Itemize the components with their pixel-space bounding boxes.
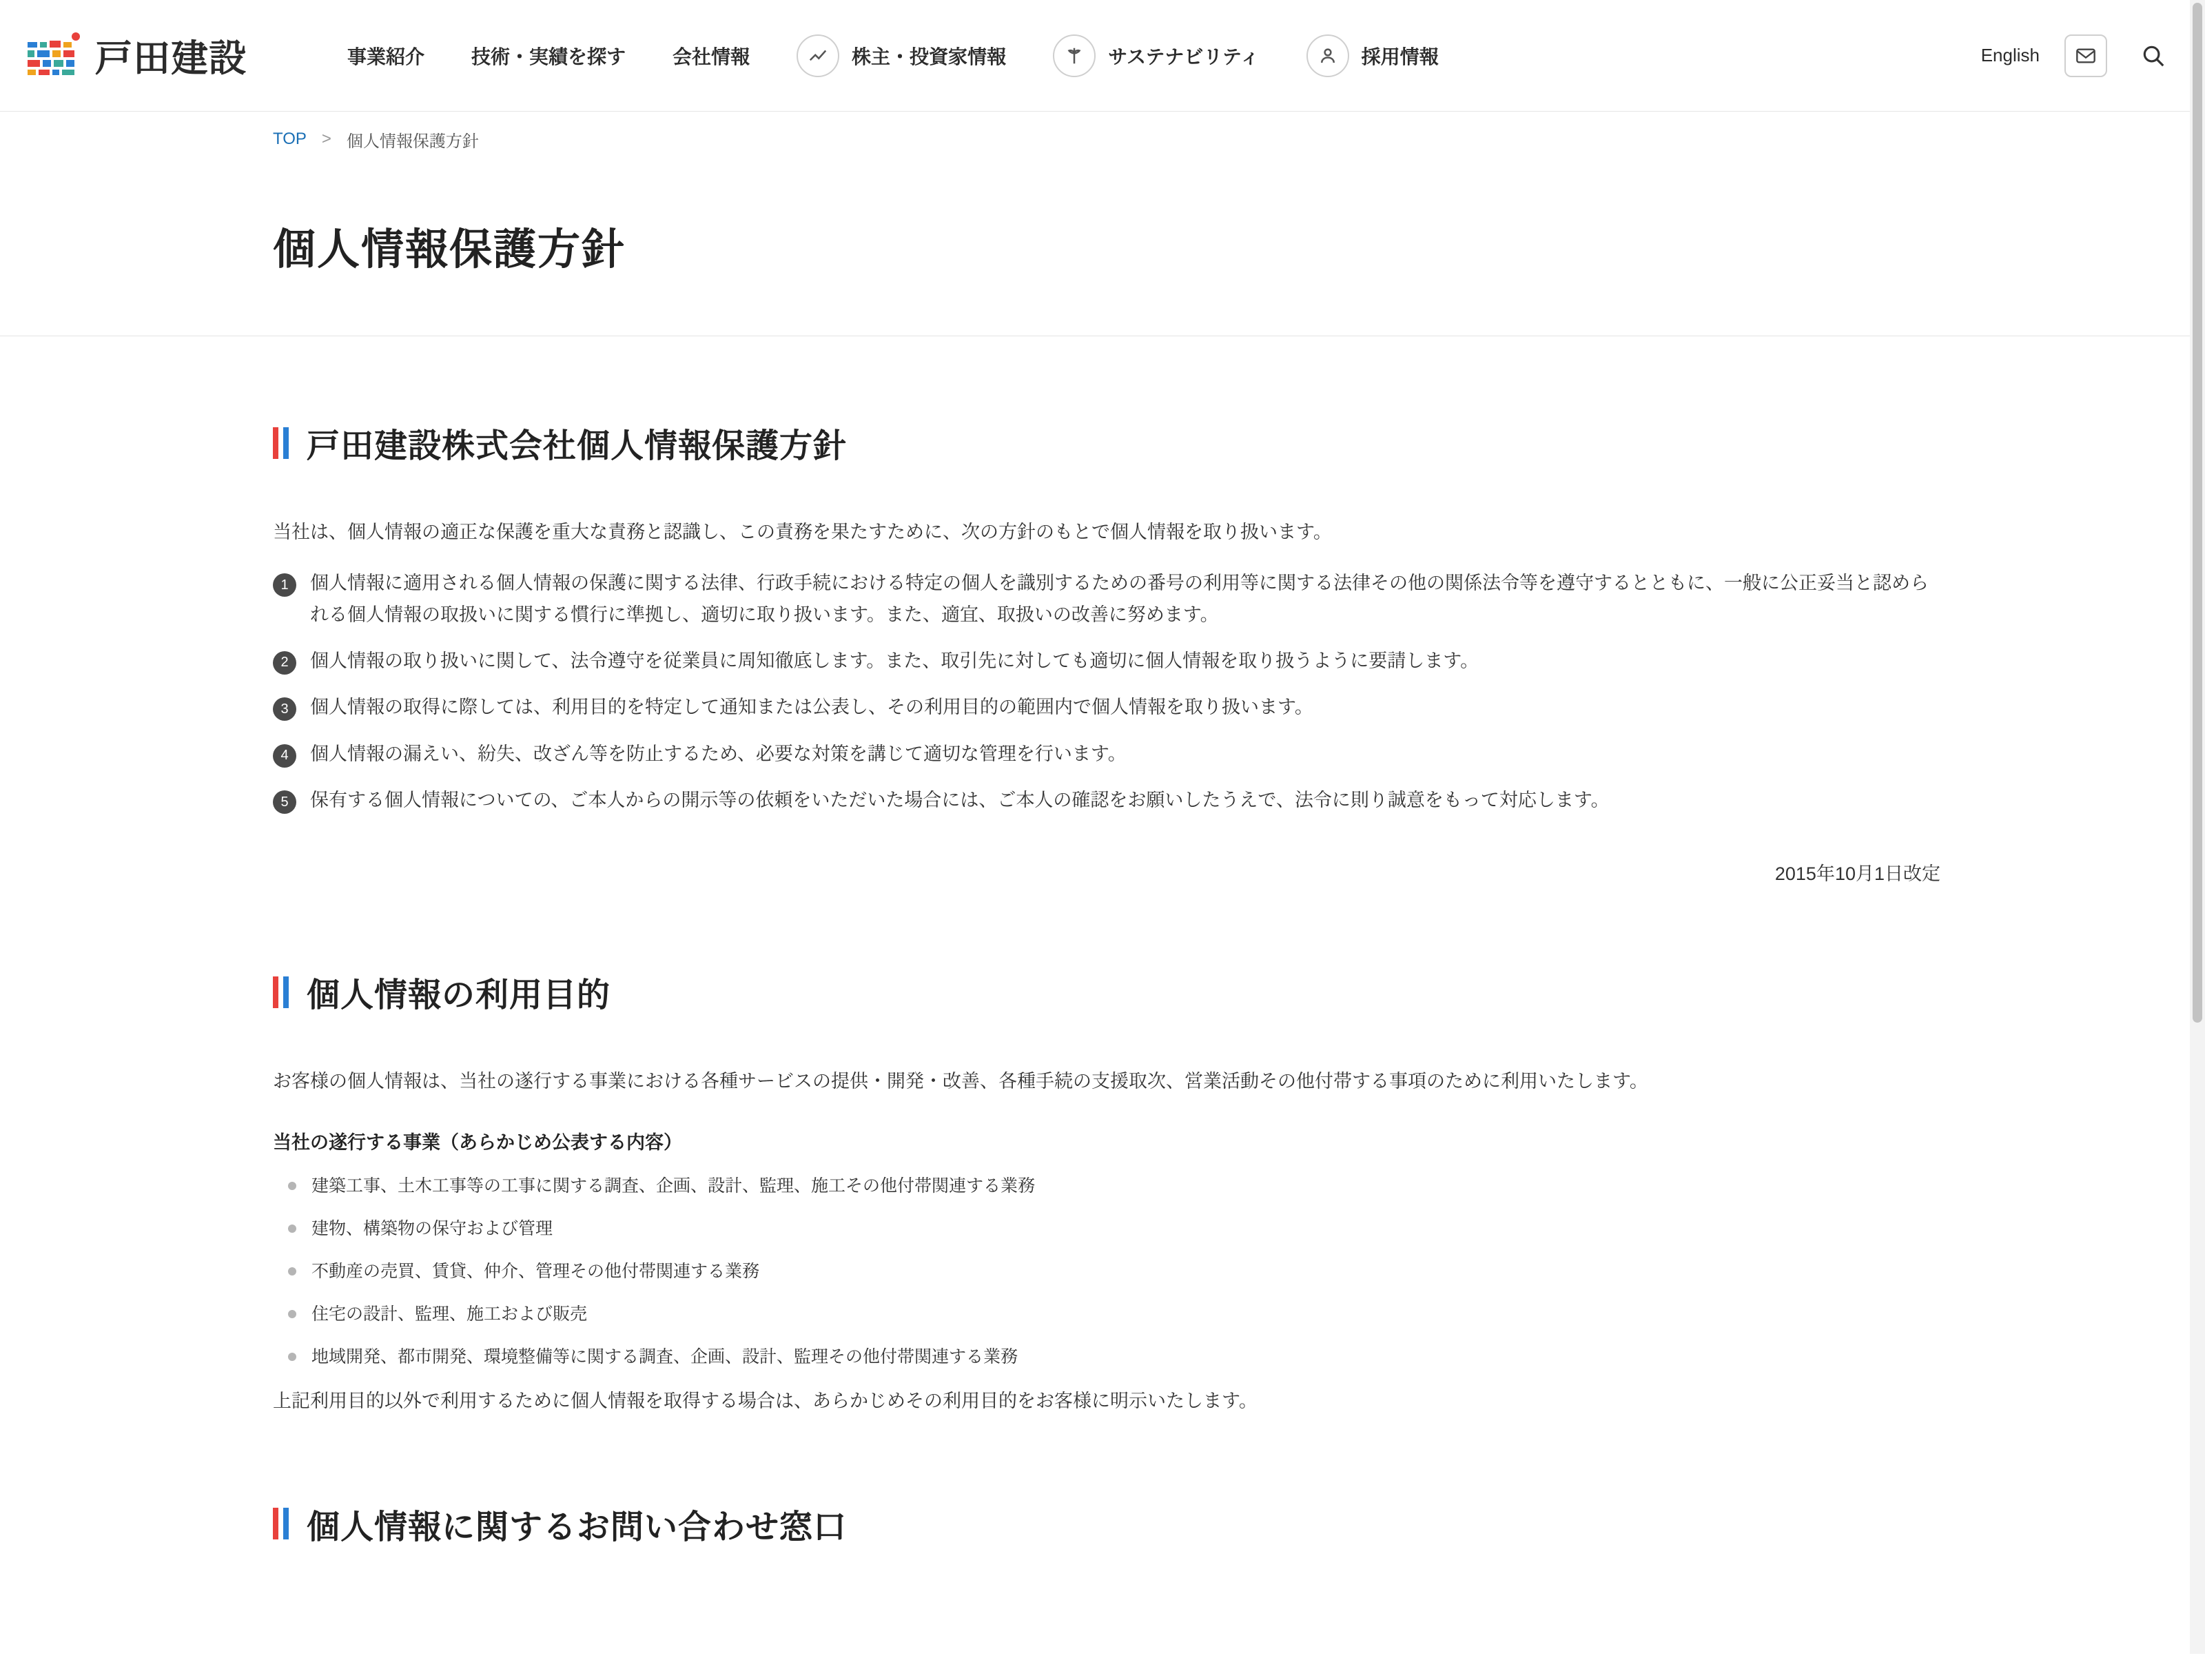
section-purpose-of-use	[273, 885, 1940, 1417]
nav-label: サステナビリティ	[1108, 45, 1260, 68]
nav-item-recruit[interactable]	[1283, 34, 1462, 77]
list-item	[273, 692, 1940, 723]
main-content	[0, 336, 2205, 1680]
list-text: 個人情報に適用される個人情報の保護に関する法律、行政手続における特定の個人を識別するための番号の利用等に関する法律その他の関係法令等を遵守するとともに、一般に公正妥当と認められる個人情報の取扱いに関する慣行に準拠し、適切に取り扱います。また、適宜、取扱いの改善に努めます。	[310, 573, 1929, 625]
language-switch-link[interactable]: English	[1980, 45, 2040, 65]
search-icon[interactable]	[2132, 34, 2175, 77]
section-heading	[273, 419, 1940, 467]
nav-label: 事業紹介	[347, 45, 425, 68]
section-intro: お客様の個人情報は、当社の遂行する事業における各種サービスの提供・開発・改善、各種手続の支援取次、営業活動その他付帯する事項のために利用いたします。	[273, 1071, 1648, 1092]
page-scrollbar[interactable]	[2190, 0, 2205, 1654]
policy-numbered-list	[273, 568, 1940, 816]
nav-item-business[interactable]	[324, 42, 448, 70]
list-number: 3	[273, 697, 296, 721]
breadcrumb-current: 個人情報保護方針	[346, 132, 479, 151]
section-contact	[273, 1417, 1940, 1548]
list-item: 住宅の設計、監理、施工および販売	[288, 1300, 1940, 1328]
breadcrumb-home-link[interactable]: TOP	[273, 130, 307, 148]
main-navigation	[324, 34, 1462, 77]
section-heading	[273, 1500, 1940, 1548]
section-intro: 当社は、個人情報の適正な保護を重大な責務と認識し、この責務を果たすために、次の方針のもとで個人情報を取り扱います。	[273, 522, 1332, 542]
heading-accent-bars-icon	[273, 1508, 289, 1539]
page-title: 個人情報保護方針	[273, 226, 626, 274]
list-text: 保有する個人情報についての、ご本人からの開示等の依頼をいただいた場合には、ご本人の確認をお願いしたうえで、法令に則り誠意をもって対応します。	[310, 790, 1610, 811]
mail-icon[interactable]	[2064, 34, 2107, 77]
heading-accent-bars-icon	[273, 427, 289, 459]
nav-item-sustainability[interactable]	[1029, 34, 1283, 77]
logo-text: 戸田建設	[95, 38, 247, 79]
toda-logo-mark-icon	[26, 31, 85, 81]
nav-label: 技術・実績を探す	[471, 45, 626, 68]
subsection-title: 当社の遂行する事業（あらかじめ公表する内容）	[273, 1131, 682, 1153]
chart-line-icon	[797, 34, 839, 77]
section-title: 個人情報の利用目的	[307, 977, 611, 1014]
list-number: 2	[273, 651, 296, 675]
business-list	[288, 1172, 1940, 1371]
list-item: 建物、構築物の保守および管理	[288, 1215, 1940, 1242]
list-number: 4	[273, 744, 296, 768]
list-item	[273, 568, 1940, 631]
section-privacy-policy	[273, 336, 1940, 885]
list-item	[273, 646, 1940, 677]
nav-item-company[interactable]	[649, 42, 773, 70]
site-logo[interactable]	[26, 29, 247, 82]
revision-date: 2015年10月1日改定	[1774, 863, 1940, 885]
section-heading	[273, 968, 1940, 1016]
list-text: 個人情報の取得に際しては、利用目的を特定して通知または公表し、その利用目的の範囲内で個人情報を取り扱います。	[310, 697, 1313, 718]
list-number: 5	[273, 790, 296, 814]
section-title: 戸田建設株式会社個人情報保護方針	[307, 428, 848, 464]
list-text: 個人情報の取り扱いに関して、法令遵守を従業員に周知徹底します。また、取引先に対しても適切に個人情報を取り扱うように要請します。	[310, 650, 1479, 671]
list-item: 不動産の売買、賃貸、仲介、管理その他付帯関連する業務	[288, 1258, 1940, 1285]
list-item	[273, 785, 1940, 816]
breadcrumb-separator: >	[321, 130, 331, 148]
list-item: 建築工事、土木工事等の工事に関する調査、企画、設計、監理、施工その他付帯関連する業務	[288, 1172, 1940, 1200]
nav-item-technology[interactable]	[448, 42, 649, 70]
header-utilities	[1981, 34, 2175, 77]
nav-label: 会社情報	[673, 45, 750, 68]
leaf-circle-icon	[1053, 34, 1096, 77]
section-tail-note: 上記利用目的以外で利用するために個人情報を取得する場合は、あらかじめその利用目的をお客様に明示いたします。	[273, 1390, 1258, 1411]
nav-item-investors[interactable]	[773, 34, 1029, 77]
scrollbar-thumb[interactable]	[2193, 3, 2202, 1023]
site-header	[0, 0, 2205, 112]
heading-accent-bars-icon	[273, 976, 289, 1008]
person-icon	[1306, 34, 1349, 77]
nav-label: 株主・投資家情報	[852, 45, 1007, 68]
section-title: 個人情報に関するお問い合わせ窓口	[307, 1508, 848, 1546]
list-number: 1	[273, 573, 296, 597]
list-text: 個人情報の漏えい、紛失、改ざん等を防止するため、必要な対策を講じて適切な管理を行います。	[310, 743, 1127, 764]
list-item: 地域開発、都市開発、環境整備等に関する調査、企画、設計、監理その他付帯関連する業務	[288, 1343, 1940, 1371]
breadcrumb	[0, 112, 2205, 167]
page-title-band	[0, 167, 2205, 336]
list-item	[273, 739, 1940, 770]
nav-label: 採用情報	[1361, 45, 1439, 68]
